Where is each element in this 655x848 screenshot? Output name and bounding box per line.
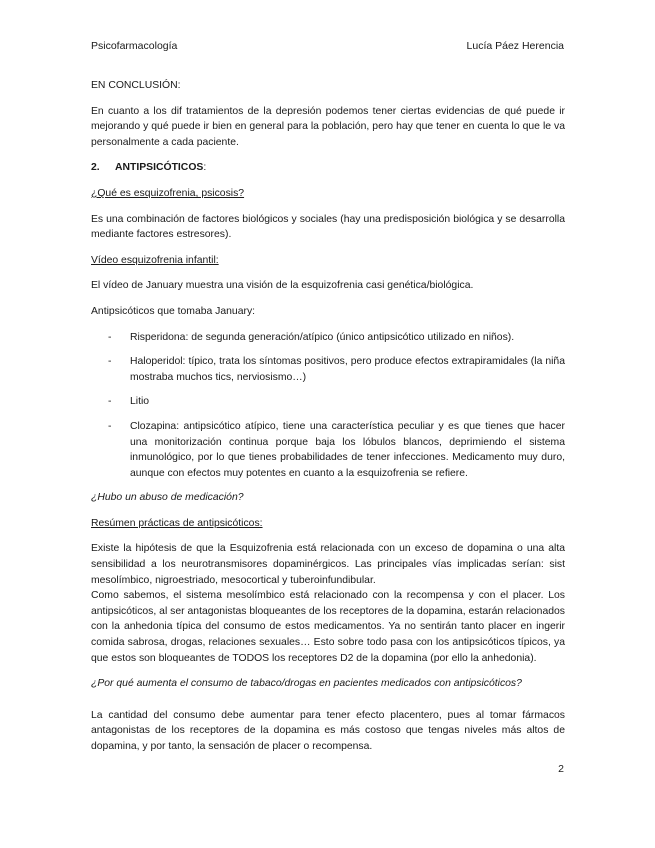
conclusion-heading: EN CONCLUSIÓN:: [91, 80, 181, 91]
conclusion-paragraph: En cuanto a los dif tratamientos de la depresión podemos tener ciertas evidencias de qué puede ir mejorando y qué puede ir bien en general para la población, pero hay que tener en cuenta lo que le va personalmente a cada paciente.: [91, 105, 565, 148]
header-author: Lucía Páez Herencia: [466, 40, 564, 52]
dash-bullet: -: [108, 396, 112, 408]
list-item-text: Litio: [130, 396, 150, 408]
section-colon: :: [203, 162, 207, 174]
list-item: [91, 394, 565, 410]
abuse-question: ¿Hubo un abuso de medicación?: [91, 492, 244, 504]
video-paragraph: El vídeo de January muestra una visión de la esquizofrenia casi genética/biológica.: [91, 280, 474, 292]
list-item-text: Risperidona: de segunda generación/atípico (único antipsicótico utilizado en niños).: [130, 331, 515, 343]
antipsychotics-list: [91, 330, 565, 482]
dash-bullet: -: [108, 420, 112, 432]
dash-bullet: -: [108, 356, 112, 368]
tobacco-question: ¿Por qué aumenta el consumo de tabaco/drogas en pacientes medicados con antipsicóticos?: [91, 678, 522, 690]
tobacco-answer: La cantidad del consumo debe aumentar para tener efecto placentero, pues al tomar fármacos antagonistas de los receptores de la dopamina es más costoso que tengas niveles más altos de dopamina, y por tanto, la sensación de placer o recompensa.: [91, 709, 565, 752]
document-body: [91, 78, 565, 765]
section-number: 2.: [91, 162, 100, 174]
summary-paragraph-2: Como sabemos, el sistema mesolímbico está relacionado con la recompensa y con el placer. Los antipsicóticos, al ser antagonistas bloqueantes de los receptores de la dopamina, estarán relacionados con la anhedonia típica del consumo de estos medicamentos. Ya no sentirán tanto placer en ingerir comida sabrosa, drogas, relaciones sexuales… Esto sobre todo pasa con los antipsicóticos típicos, ya que estos son bloqueantes de TODOS los receptores D2 de la dopamina (por ello la anhedonia).: [91, 590, 565, 664]
dash-bullet: -: [108, 331, 112, 343]
page-number: 2: [558, 763, 564, 775]
list-item: [91, 330, 565, 346]
list-item-text: Haloperidol: típico, trata los síntomas positivos, pero produce efectos extrapiramidales (la niña mostraba muchos tics, nerviosismo…): [130, 356, 565, 383]
list-item: [91, 354, 565, 385]
section-title: ANTIPSICÓTICOS: [115, 162, 204, 174]
list-item-text: Clozapina: antipsicótico atípico, tiene una característica peculiar y es que tienes que hacer una monitorización continua porque baja los lóbulos blancos, deprimiendo el sistema inmunológico, por lo que tienes probabilidades de tener infecciones. Medicamento muy duro, aunque con efectos muy potentes en cuanto a la esquizofrenia se refiere.: [130, 420, 565, 479]
summary-paragraph-1: Existe la hipótesis de que la Esquizofrenia está relacionada con un exceso de dopamina o una alta sensibilidad a los neurotransmisores dopaminérgicos. Las principales vías implicadas serían: sist mesolímbico, nigroestriado, mesocortical y tuberoinfundibular.: [91, 543, 565, 586]
schizophrenia-definition: Es una combinación de factores biológicos y sociales (hay una predisposición biológica y se desarrolla mediante factores estresores).: [91, 213, 565, 241]
header-subject: Psicofarmacología: [91, 40, 178, 52]
list-item: [91, 419, 565, 481]
section-heading: [91, 160, 565, 176]
summary-heading: Resúmen prácticas de antipsicóticos:: [91, 517, 263, 529]
schizophrenia-question-heading: ¿Qué es esquizofrenia, psicosis?: [91, 187, 245, 199]
list-intro: Antipsicóticos que tomaba January:: [91, 305, 256, 317]
video-heading: Vídeo esquizofrenia infantil:: [91, 254, 219, 266]
